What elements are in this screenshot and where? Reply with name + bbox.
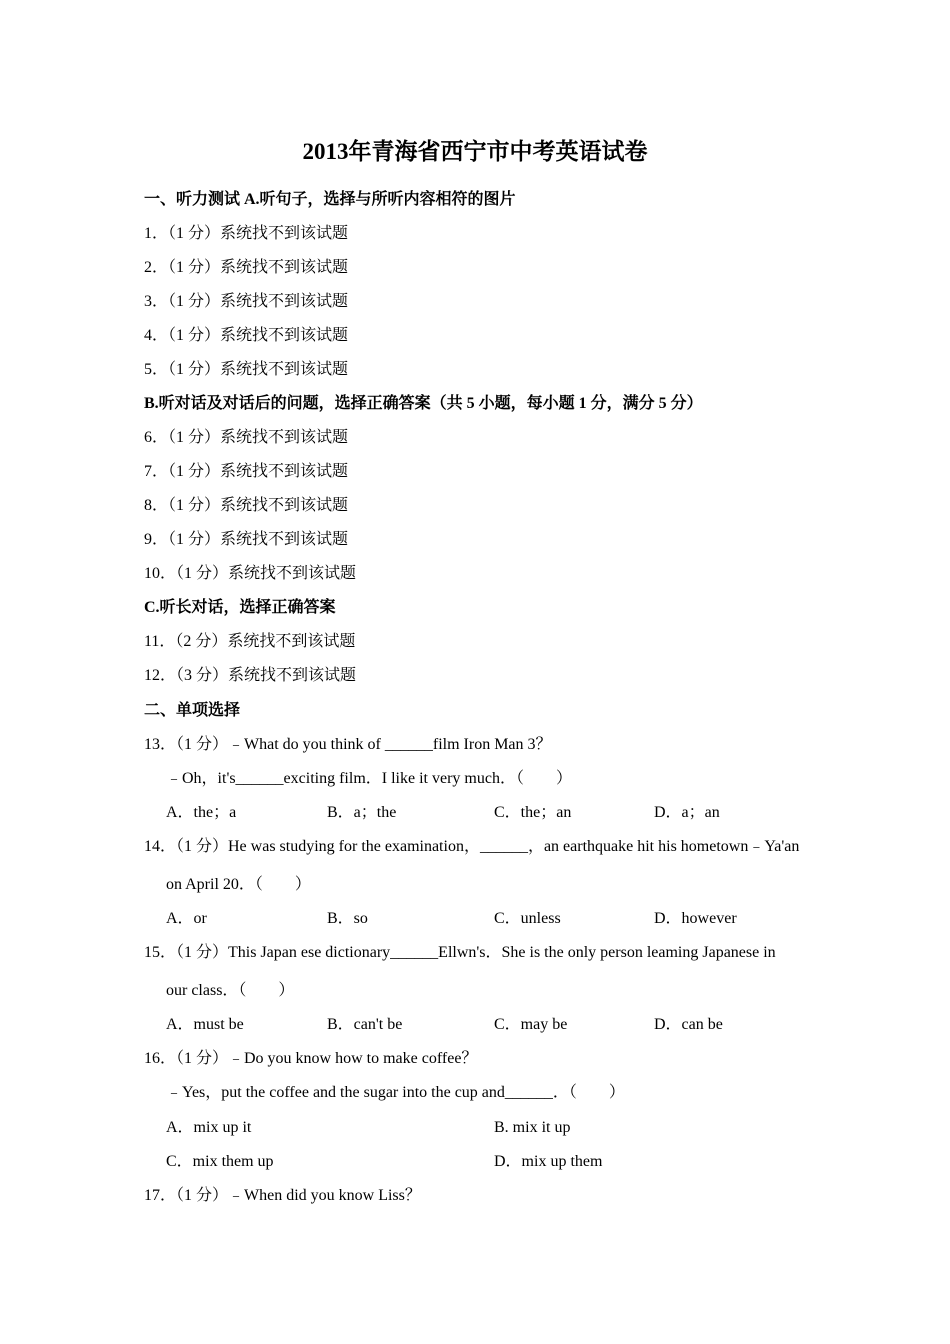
option-c: C．the；an [494,804,572,821]
question-item: 3．（1 分）系统找不到该试题 [144,293,349,310]
option-d: D．mix up them [494,1153,603,1170]
question-14-continuation: on April 20．（ ） [166,876,311,893]
option-c: C．may be [494,1016,568,1033]
question-13-reply: ﹣Oh，it's______exciting film．I like it very much．（ ） [166,770,572,787]
question-item: 5．（1 分）系统找不到该试题 [144,361,349,378]
option-a: A．mix up it [166,1119,252,1136]
option-b: B．so [327,910,368,927]
question-13-stem: 13．（1 分）﹣What do you think of ______film Iron Man 3？ [144,736,552,753]
question-item: 2．（1 分）系统找不到该试题 [144,259,349,276]
option-d: D．however [654,910,737,927]
question-item: 8．（1 分）系统找不到该试题 [144,497,349,514]
section-heading-listening-a: 一、听力测试 A.听句子，选择与所听内容相符的图片 [144,191,516,208]
option-d: D．a；an [654,804,720,821]
option-a: A．must be [166,1016,244,1033]
question-item: 6．（1 分）系统找不到该试题 [144,429,349,446]
question-15-continuation: our class．（ ） [166,982,295,999]
option-d: D．can be [654,1016,723,1033]
question-16-stem: 16．（1 分）﹣Do you know how to make coffee？ [144,1050,478,1067]
question-item: 7．（1 分）系统找不到该试题 [144,463,349,480]
question-item: 12．（3 分）系统找不到该试题 [144,667,357,684]
section-heading-single-choice: 二、单项选择 [144,702,241,719]
question-item: 1．（1 分）系统找不到该试题 [144,225,349,242]
question-15-stem: 15．（1 分）This Japan ese dictionary______Ellwn's．She is the only person leaming Japanese in [144,944,776,961]
question-14-stem: 14．（1 分）He was studying for the examination，______，an earthquake hit his hometown﹣Ya'an [144,838,800,855]
question-item: 9．（1 分）系统找不到该试题 [144,531,349,548]
page-title: 2013年青海省西宁市中考英语试卷 [302,139,648,164]
question-item: 10．（1 分）系统找不到该试题 [144,565,357,582]
question-item: 11．（2 分）系统找不到该试题 [144,633,356,650]
option-b: B. mix it up [494,1119,571,1136]
question-item: 4．（1 分）系统找不到该试题 [144,327,349,344]
question-17-stem: 17．（1 分）﹣When did you know Liss？ [144,1187,421,1204]
option-a: A．or [166,910,207,927]
option-c: C．unless [494,910,561,927]
option-c: C．mix them up [166,1153,274,1170]
option-a: A．the；a [166,804,237,821]
section-heading-listening-b: B.听对话及对话后的问题，选择正确答案（共 5 小题，每小题 1 分，满分 5 分） [144,395,703,412]
question-16-reply: ﹣Yes，put the coffee and the sugar into the cup and______．（ ） [166,1084,625,1101]
section-heading-listening-c: C.听长对话，选择正确答案 [144,599,336,616]
option-b: B．a；the [327,804,397,821]
option-b: B．can't be [327,1016,403,1033]
